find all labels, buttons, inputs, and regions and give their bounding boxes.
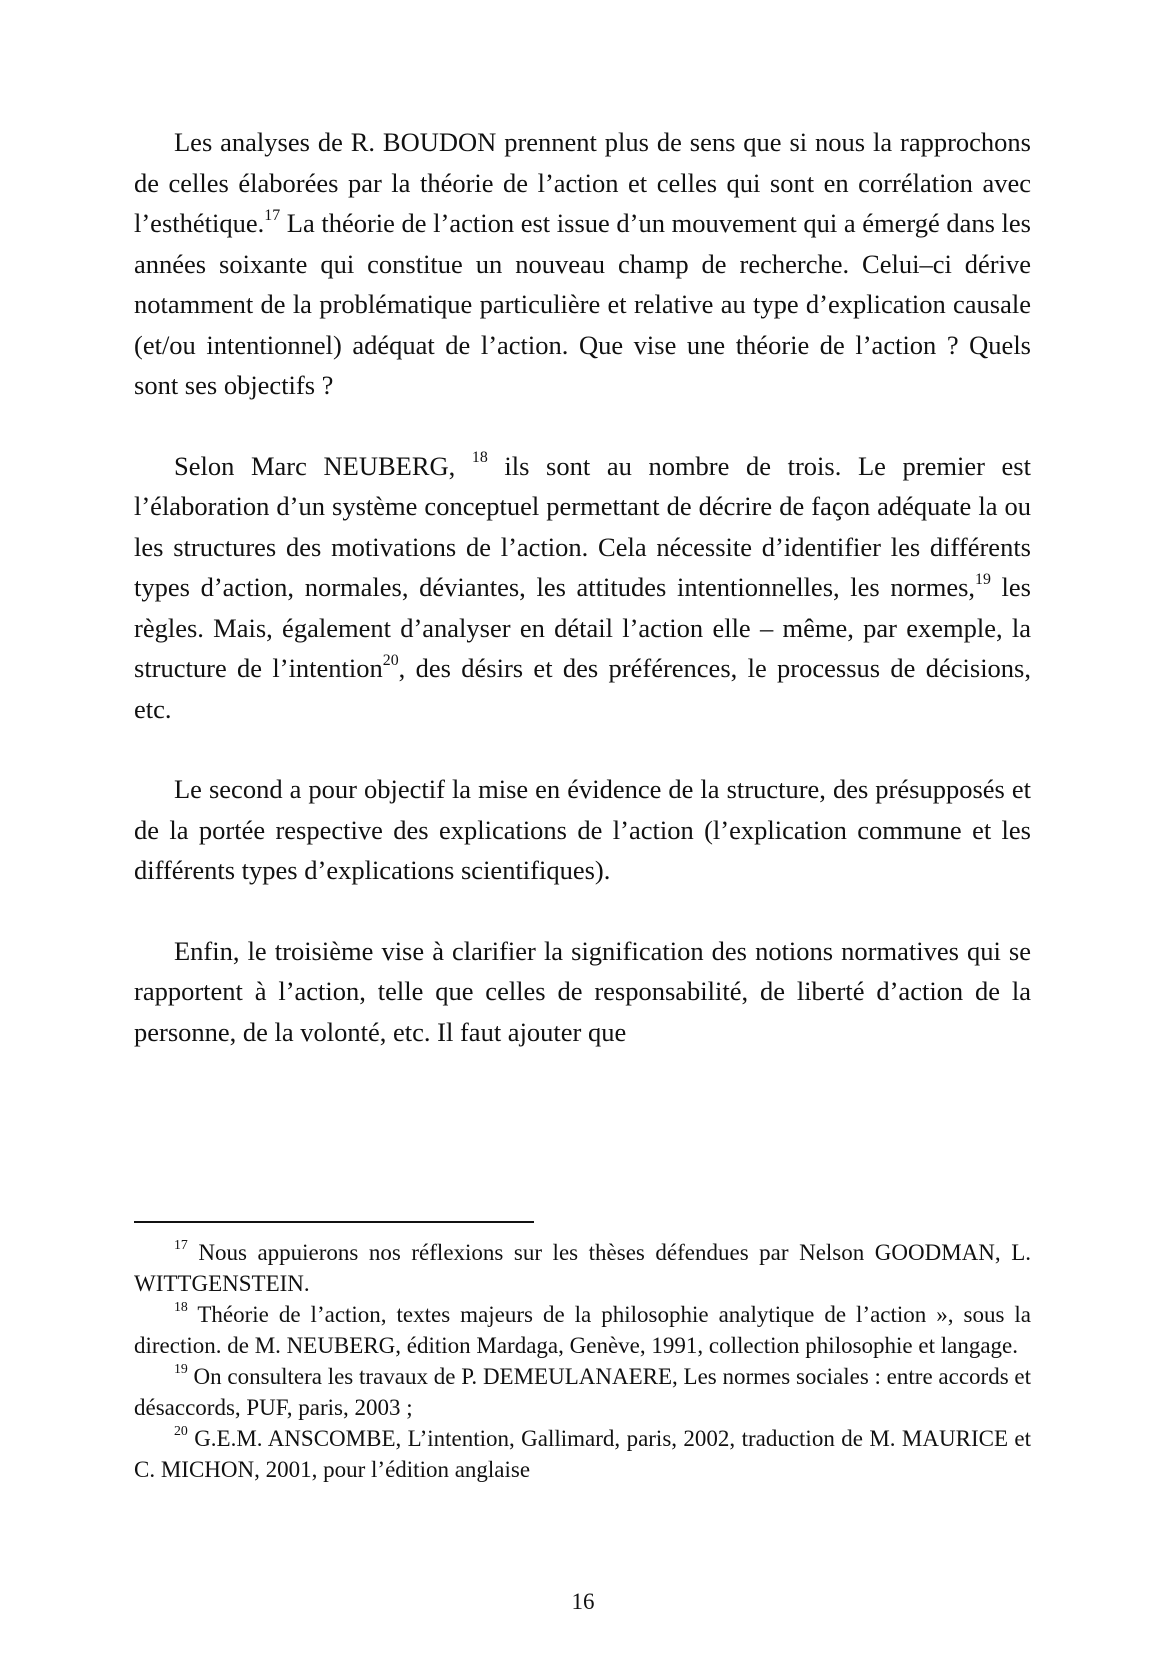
- paragraph-1: [134, 122, 1031, 406]
- footnote-17: [134, 1237, 1031, 1299]
- footnotes-section: [134, 1221, 1031, 1485]
- paragraph-3: Le second a pour objectif la mise en évidence de la structure, des présupposés et de la portée respective des explications de l’action (l’explication commune et les différents types d’explications scientifiques).: [134, 774, 1031, 885]
- footnote-text: Nous appuierons nos réflexions sur les thèses défendues par Nelson GOODMAN, L. WITTGENSTEIN.: [134, 1240, 1031, 1296]
- paragraph-text: les règles. Mais, également d’analyser en détail l’action elle – même, par exemple, la structure de l’intention: [134, 572, 1031, 683]
- paragraph-text: ils sont au nombre de trois. Le premier est l’élaboration d’un système conceptuel permettant de décrire de façon adéquate la ou les structures des motivations de l’action. Cela nécessite d’identifier les différents types d’action, normales, déviantes, les attitudes intentionnelles, les normes,: [134, 450, 1031, 602]
- main-text: [134, 122, 1031, 1092]
- footnote-text: G.E.M. ANSCOMBE, L’intention, Gallimard, paris, 2002, traduction de M. MAURICE et C. MICHON, 2001, pour l’édition anglaise: [134, 1426, 1031, 1482]
- footnote-ref-17[interactable]: 17: [264, 206, 281, 224]
- footnote-text: Théorie de l’action, textes majeurs de la philosophie analytique de l’action », sous la direction. de M. NEUBERG, édition Mardaga, Genève, 1991, collection philosophie et langage.: [134, 1302, 1031, 1358]
- footnote-18: [134, 1299, 1031, 1361]
- paragraph-text: Les analyses de R. BOUDON prennent plus de sens que si nous la rapprochons de celles élaborées par la théorie de l’action et celles qui sont en corrélation avec l’esthétique.: [134, 127, 1031, 238]
- footnote-ref-18[interactable]: 18: [471, 449, 488, 467]
- paragraph-2: [134, 446, 1031, 730]
- paragraph-4: Enfin, le troisième vise à clarifier la signification des notions normatives qui se rapportent à l’action, telle que celles de responsabilité, de liberté d’action de la personne, de la volonté, etc. Il faut ajouter que: [134, 935, 1031, 1047]
- footnote-number: 20: [174, 1423, 188, 1439]
- paragraph-text: , des désirs et des préférences, le processus de décisions, etc.: [134, 653, 1031, 724]
- footnote-20: [134, 1423, 1031, 1485]
- footnote-ref-19[interactable]: 19: [975, 570, 991, 588]
- footnote-number: 19: [174, 1361, 188, 1377]
- footnote-number: 18: [174, 1299, 188, 1315]
- footnote-text: On consultera les travaux de P. DEMEULANAERE, Les normes sociales : entre accords et désaccords, PUF, paris, 2003 ;: [134, 1364, 1031, 1420]
- page-number: 16: [571, 1589, 595, 1614]
- paragraph-text: Selon Marc NEUBERG,: [174, 450, 472, 481]
- footnote-ref-20[interactable]: 20: [382, 651, 399, 669]
- paragraph-text: La théorie de l’action est issue d’un mouvement qui a émergé dans les années soixante qui constitue un nouveau champ de recherche. Celui–ci dérive notamment de la problématique particulière et relative au type d’explication causale (et/ou intentionnel) adéquat de l’action. Que vise une théorie de l’action ? Quels sont ses objectifs ?: [134, 208, 1031, 400]
- footnote-19: [134, 1361, 1031, 1423]
- footnote-number: 17: [174, 1237, 188, 1253]
- footnote-separator: [134, 1221, 534, 1223]
